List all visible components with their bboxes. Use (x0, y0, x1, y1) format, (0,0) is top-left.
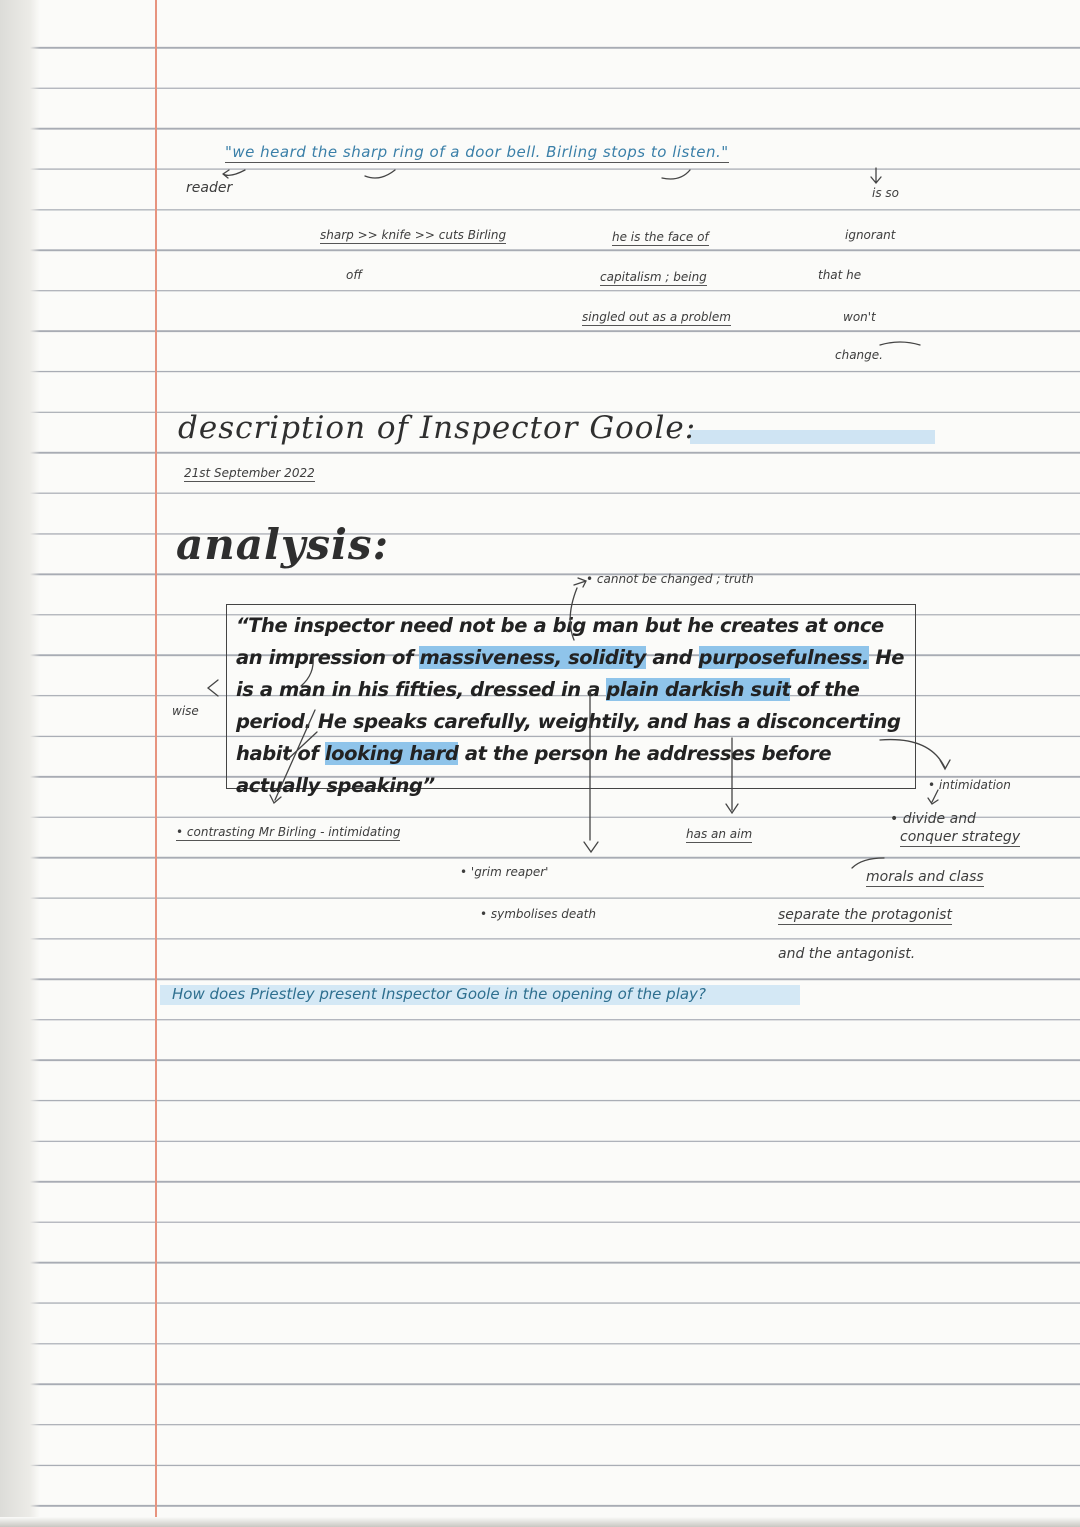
note-conquer: conquer strategy (900, 829, 1021, 845)
note-capitalism: capitalism ; being (600, 270, 707, 284)
page-bottom-edge (0, 1517, 1080, 1527)
arrow-reader (223, 170, 245, 178)
binding-edge (0, 0, 40, 1527)
quote-part-2: and (645, 646, 699, 669)
note-wise: wise (172, 704, 199, 718)
note-face-of: he is the face of (612, 230, 709, 244)
arrow-listen (871, 168, 881, 183)
highlight-plain-darkish-suit: plain darkish suit (606, 678, 791, 701)
date: 21st September 2022 (184, 466, 315, 480)
note-contrasting: • contrasting Mr Birling - intimidating (176, 825, 401, 839)
highlight-looking-hard: looking hard (324, 742, 459, 765)
note-cannot-change: • cannot be changed ; truth (586, 572, 754, 586)
highlight-purposefulness: purposefulness. (698, 646, 869, 669)
opening-quote: "we heard the sharp ring of a door bell. Birling stops to listen." (225, 143, 729, 161)
note-is-so: is so (872, 186, 899, 200)
stage-direction-quote (236, 610, 916, 802)
note-divide: • divide and (890, 811, 976, 827)
note-separate: separate the protagonist (778, 907, 952, 923)
quote-part-3: He is a man in his fifties, dressed in a (236, 646, 905, 701)
note-change: change. (835, 348, 883, 362)
arrow-sharp (365, 170, 395, 178)
quote-part-5: at the person he addresses before actually speaking” (236, 742, 832, 797)
note-has-an-aim: has an aim (686, 827, 753, 841)
quote-part-1: “The inspector need not be a big man but he creates at once an impression of (236, 614, 884, 669)
title-highlight (690, 430, 935, 444)
analysis-heading: analysis: (176, 520, 390, 569)
note-grim-reaper: • 'grim reaper' (460, 865, 549, 879)
arrow-divide (928, 790, 938, 804)
margin-line (155, 0, 157, 1527)
arrow-suit-head (584, 842, 598, 852)
quote-part-4: of the period. He speaks carefully, weightily, and has a disconcerting habit of (236, 678, 901, 765)
note-off: off (346, 268, 363, 282)
note-morals: morals and class (866, 869, 984, 885)
note-antagonist: and the antagonist. (778, 946, 916, 962)
essay-question: How does Priestley present Inspector Goole in the opening of the play? (172, 985, 706, 1003)
arrow-doorbell (662, 170, 690, 179)
arrow-fifties (208, 680, 218, 696)
note-symbolises: • symbolises death (480, 907, 596, 921)
description-heading: description of Inspector Goole: (178, 410, 697, 446)
note-reader: reader (186, 180, 233, 196)
note-ignorant: ignorant (845, 228, 896, 242)
note-that-he: that he (818, 268, 862, 282)
note-sharp-knife: sharp >> knife >> cuts Birling (320, 228, 507, 242)
note-singled-out: singled out as a problem (582, 310, 731, 324)
note-wont: won't (843, 310, 876, 324)
arrow-morals (852, 858, 884, 868)
highlight-massiveness: massiveness, solidity (419, 646, 646, 669)
note-intimidation: • intimidation (928, 778, 1011, 792)
arrow-cannot-change (574, 578, 586, 587)
arrow-change (880, 342, 920, 345)
